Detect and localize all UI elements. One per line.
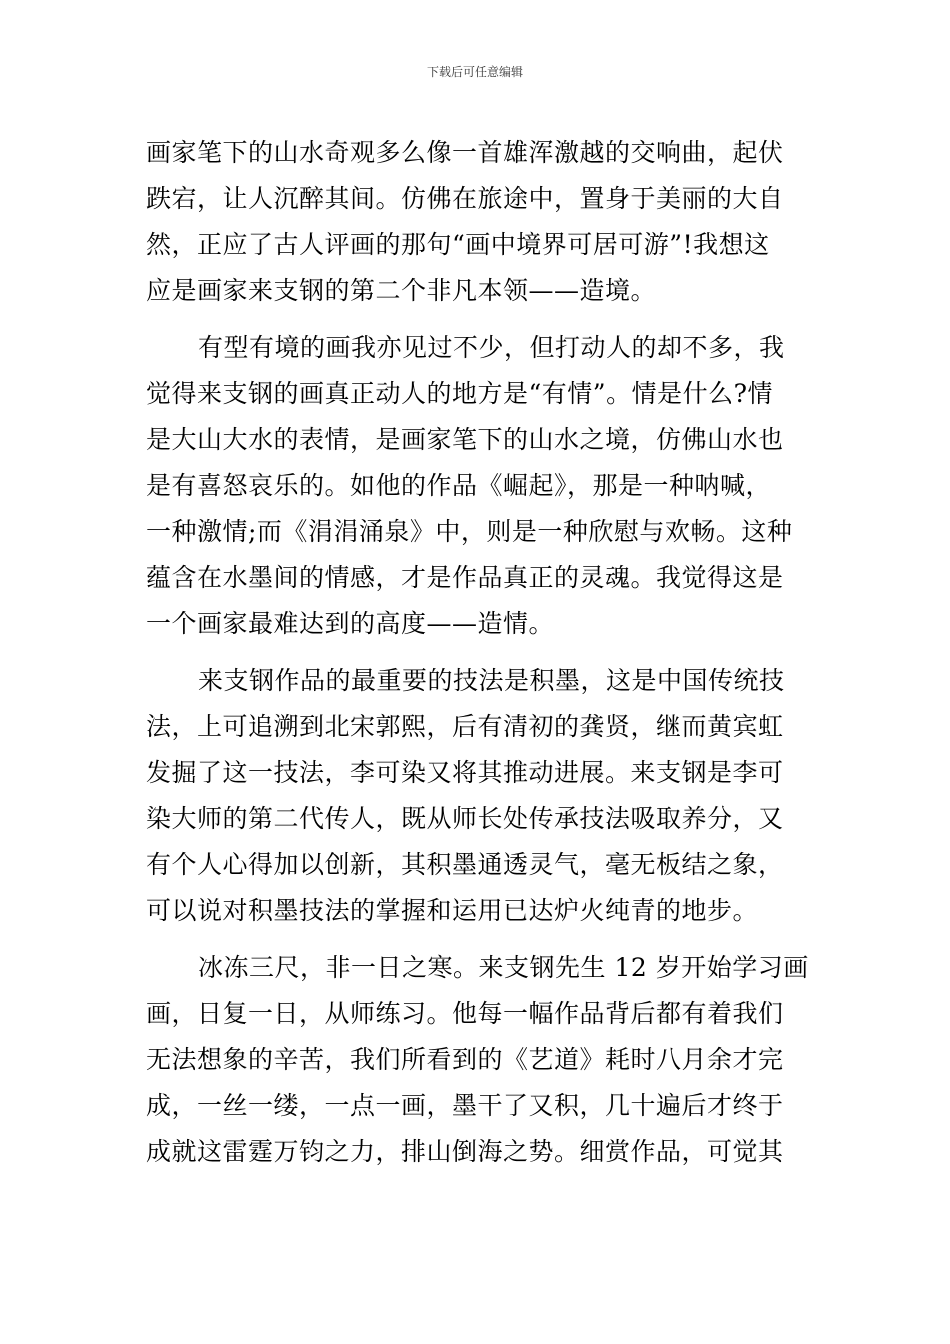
text-line: 染大师的第二代传人，既从师长处传承技法吸取养分，又 [146,804,784,833]
text-line: 是有喜怒哀乐的。如他的作品《崛起》，那是一种呐喊， [146,471,772,500]
text-line: 跌宕，让人沉醉其间。仿佛在旅途中，置身于美丽的大自 [146,184,784,213]
text-line: 冰冻三尺，非一日之寒。来支钢先生 12 岁开始学习画 [198,953,809,982]
page-header: 下载后可任意编辑 [426,65,523,79]
text-line: 然，正应了古人评画的那句“画中境界可居可游”!我想这 [146,230,770,259]
text-line: 来支钢作品的最重要的技法是积墨，这是中国传统技 [198,666,785,695]
paragraph-2 [146,325,808,647]
text-line: 法，上可追溯到北宋郭熙，后有清初的龚贤，继而黄宾虹 [146,712,784,741]
document-body [146,130,808,1175]
text-line: 有型有境的画我亦见过不少，但打动人的却不多，我 [198,333,785,362]
text-line: 成就这雷霆万钧之力，排山倒海之势。细赏作品，可觉其 [146,1137,784,1166]
text-line: 画家笔下的山水奇观多么像一首雄浑激越的交响曲，起伏 [146,138,784,167]
paragraph-3 [146,658,808,934]
text-line: 可以说对积墨技法的掌握和运用已达炉火纯青的地步。 [146,896,759,925]
text-line: 成，一丝一缕，一点一画，墨干了又积，几十遍后才终于 [146,1091,784,1120]
text-line: 是大山大水的表情，是画家笔下的山水之境，仿佛山水也 [146,425,784,454]
text-line: 应是画家来支钢的第二个非凡本领——造境。 [146,276,657,305]
text-line: 觉得来支钢的画真正动人的地方是“有情”。情是什么?情 [146,379,773,408]
text-line: 一种激情;而《涓涓涌泉》中，则是一种欣慰与欢畅。这种 [146,517,793,546]
text-line: 发掘了这一技法，李可染又将其推动进展。来支钢是李可 [146,758,784,787]
text-line: 无法想象的辛苦，我们所看到的《艺道》耗时八月余才完 [146,1045,784,1074]
text-line: 画，日复一日，从师练习。他每一幅作品背后都有着我们 [146,999,784,1028]
text-line: 有个人心得加以创新，其积墨通透灵气，毫无板结之象， [146,850,784,879]
text-line: 蕴含在水墨间的情感，才是作品真正的灵魂。我觉得这是 [146,563,784,592]
text-line: 一个画家最难达到的高度——造情。 [146,609,555,638]
paragraph-4 [146,945,808,1175]
paragraph-1 [146,130,808,314]
